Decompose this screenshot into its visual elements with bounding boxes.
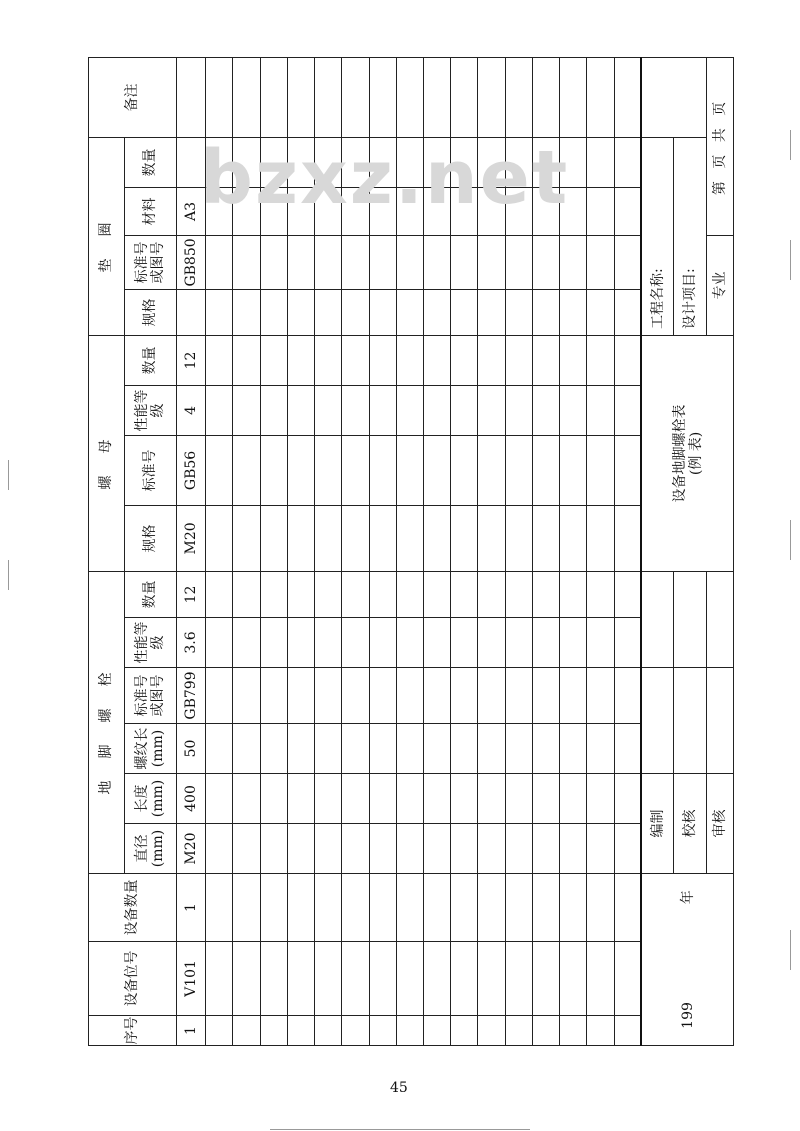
header-bolt-grade: 性能等级 [124, 618, 176, 668]
header-bolt-qty: 数量 [124, 571, 176, 617]
reviewed-label: 审核 [706, 774, 733, 874]
header-nut-spec: 规格 [124, 505, 176, 571]
project-name-label: 工程名称: [641, 137, 673, 335]
cell-washer-std: GB850 [176, 235, 205, 289]
cell-bolt-length: 400 [176, 774, 205, 824]
table-row [587, 57, 614, 1045]
table-row [614, 57, 641, 1045]
compiled-extra [641, 571, 673, 667]
title-cell [641, 335, 733, 571]
watermark: bzxz.net [200, 135, 570, 221]
header-nut-qty: 数量 [124, 335, 176, 385]
title-block-row [641, 57, 673, 1045]
cell-washer-material: A3 [176, 187, 205, 235]
checked-label: 校核 [674, 774, 706, 874]
table-row [396, 57, 423, 1045]
header-washer-material: 材料 [124, 187, 176, 235]
cell-bolt-grade: 3.6 [176, 618, 205, 668]
scan-mark [8, 560, 9, 590]
header-washer-qty: 数量 [124, 137, 176, 187]
header-bolt-std: 标准号或图号 [124, 668, 176, 724]
header-washer-spec: 规格 [124, 289, 176, 335]
table-row [369, 57, 396, 1045]
design-item-label: 设计项目: [674, 137, 706, 335]
table-row [315, 57, 342, 1045]
scan-mark [790, 240, 791, 280]
footer-rule [270, 1129, 530, 1130]
header-washer: 垫圈 [89, 137, 125, 335]
header-bolt-diameter: 直径(mm) [124, 824, 176, 874]
year-prefix: 199 [679, 1002, 696, 1029]
cell-bolt-qty: 12 [176, 571, 205, 617]
cell-bolt-std: GB799 [176, 668, 205, 724]
header-remarks: 备注 [89, 57, 177, 137]
cell-bolt-thread-len: 50 [176, 724, 205, 774]
checked-value [674, 668, 706, 774]
rotated-form [88, 83, 734, 1046]
form-subtitle: (例 表) [687, 431, 704, 476]
table-row [560, 57, 587, 1045]
cell-washer-spec [176, 289, 205, 335]
header-washer-std: 标准号或图号 [124, 235, 176, 289]
compiled-label: 编制 [641, 774, 673, 874]
table-row [505, 57, 532, 1045]
table-row [532, 57, 559, 1045]
header-anchor-bolt: 地脚螺栓 [89, 571, 125, 873]
title-block-blank [641, 57, 706, 137]
table-row [424, 57, 451, 1045]
discipline-label: 专业 [706, 235, 733, 335]
cell-device-no: V101 [176, 942, 205, 1016]
scan-mark [790, 930, 791, 970]
compiled-value [641, 668, 673, 774]
header-device-no: 设备位号 [89, 942, 177, 1016]
year-cell [641, 874, 733, 1046]
header-seq: 序号 [89, 1016, 177, 1046]
table-row [287, 57, 314, 1045]
cell-remarks [176, 57, 205, 137]
cell-device-qty: 1 [176, 874, 205, 942]
table-row [233, 57, 260, 1045]
header-nut-grade: 性能等级 [124, 385, 176, 435]
header-device-qty: 设备数量 [89, 874, 177, 942]
page-info: 第 页 共 页 [706, 57, 733, 235]
table-row [176, 57, 205, 1045]
header-nut-std: 标准号 [124, 435, 176, 505]
table-row [206, 57, 233, 1045]
scan-mark [790, 520, 791, 560]
cell-nut-spec: M20 [176, 505, 205, 571]
page-number: 45 [390, 1080, 408, 1096]
year-suffix: 年 [679, 890, 696, 905]
reviewed-value [706, 668, 733, 774]
header-bolt-length: 长度(mm) [124, 774, 176, 824]
scan-mark [790, 130, 791, 160]
table-row [451, 57, 478, 1045]
cell-nut-grade: 4 [176, 385, 205, 435]
anchor-bolt-table [88, 57, 734, 1046]
checked-extra [674, 571, 706, 667]
cell-nut-qty: 12 [176, 335, 205, 385]
scan-mark [8, 460, 9, 490]
header-bolt-thread-len: 螺纹长(mm) [124, 724, 176, 774]
table-row [478, 57, 505, 1045]
cell-bolt-diameter: M20 [176, 824, 205, 874]
reviewed-extra [706, 571, 733, 667]
form-title: 设备地脚螺栓表 [671, 404, 688, 503]
cell-nut-std: GB56 [176, 435, 205, 505]
table-row [260, 57, 287, 1045]
header-nut: 螺母 [89, 335, 125, 571]
cell-washer-qty [176, 137, 205, 187]
cell-seq: 1 [176, 1016, 205, 1046]
table-row [342, 57, 369, 1045]
